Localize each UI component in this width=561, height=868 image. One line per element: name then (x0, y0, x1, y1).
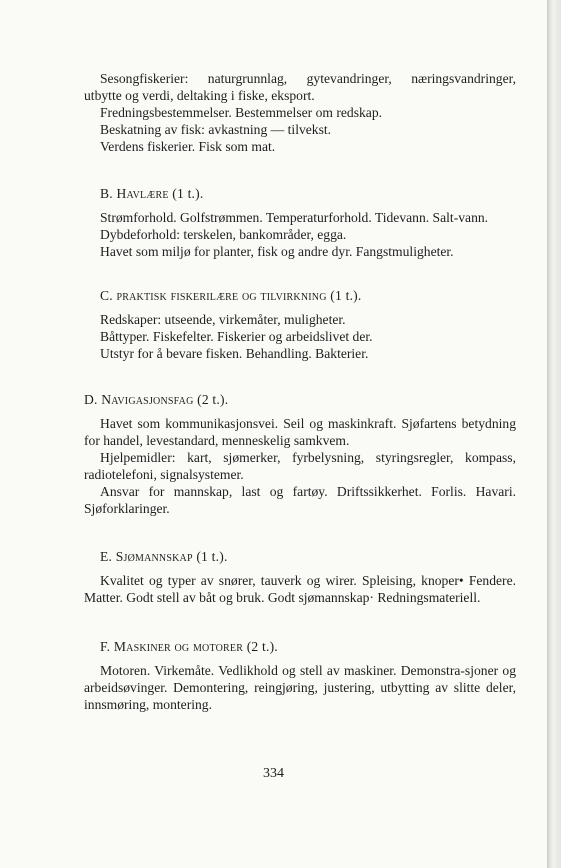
section-d-title: Navigasjonsfag (101, 392, 194, 407)
section-b-letter: B. (100, 186, 113, 201)
section-c (84, 287, 516, 362)
section-c-para-3: Utstyr for å bevare fisken. Behandling. Bakterier. (100, 346, 369, 361)
section-b-heading (84, 185, 516, 202)
section-c-title: praktisk fiskerilære og tilvirkning (116, 288, 327, 303)
intro-line-4: Beskatning av fisk: avkastning — tilvekst. (100, 122, 332, 137)
section-e-letter: E. (100, 549, 113, 564)
section-e-hours: (1 t.). (196, 549, 228, 564)
intro-block (84, 70, 516, 155)
section-c-heading (84, 287, 516, 304)
section-e-title: Sjømannskap (115, 549, 193, 564)
page-content (84, 70, 516, 713)
section-d-para-3: Ansvar for mannskap, last og fartøy. Driftssikkerhet. Forlis. Havari. Sjøforklaringer. (84, 484, 516, 516)
section-c-letter: C. (100, 288, 113, 303)
intro-line-3: Fredningsbestemmelser. Bestemmelser om redskap. (100, 105, 383, 120)
section-d (84, 391, 516, 517)
page-edge (548, 0, 561, 868)
section-c-para-2: Båttyper. Fiskefelter. Fiskerier og arbeidslivet der. (100, 329, 373, 344)
section-c-hours: (1 t.). (330, 288, 362, 303)
section-b-para-2: Dybdeforhold: terskelen, bankområder, egga. (100, 227, 347, 242)
intro-line-2: utbytte og verdi, deltaking i fiske, eksport. (84, 88, 315, 103)
section-f-para-1: Motoren. Virkemåte. Vedlikhold og stell av maskiner. Demonstra-sjoner og arbeidsøvinger. Demontering, reingjøring, justering, utbytting av slitte deler, innsmøring, montering. (84, 663, 516, 712)
section-b (84, 185, 516, 260)
section-d-letter: D. (84, 392, 98, 407)
page-number: 334 (263, 766, 284, 781)
section-d-para-2: Hjelpemidler: kart, sjømerker, fyrbelysning, styringsregler, kompass, radiotelefoni, signalsystemer. (84, 450, 516, 482)
section-b-hours: (1 t.). (172, 186, 204, 201)
section-f-hours: (2 t.). (246, 639, 278, 654)
section-f-title: Maskiner og motorer (113, 639, 244, 654)
section-e-heading (84, 548, 516, 565)
intro-line-1: Sesongfiskerier: naturgrunnlag, gytevandringer, næringsvandringer, (100, 71, 516, 86)
section-f-letter: F. (100, 639, 111, 654)
intro-line-5: Verdens fiskerier. Fisk som mat. (100, 139, 276, 154)
section-b-title: Havlære (116, 186, 169, 201)
section-d-heading (84, 391, 516, 408)
section-d-para-1: Havet som kommunikasjonsvei. Seil og maskinkraft. Sjøfartens betydning for handel, levestandard, menneskelig samkvem. (84, 416, 516, 448)
section-b-para-1: Strømforhold. Golfstrømmen. Temperaturforhold. Tidevann. Salt-vann. (100, 210, 489, 225)
section-c-para-1: Redskaper: utseende, virkemåter, muligheter. (100, 312, 346, 327)
section-b-para-3: Havet som miljø for planter, fisk og andre dyr. Fangstmuligheter. (100, 244, 454, 259)
section-f (84, 638, 516, 713)
section-d-hours: (2 t.). (197, 392, 229, 407)
section-f-heading (84, 638, 516, 655)
section-e-para-1: Kvalitet og typer av snører, tauverk og wirer. Spleising, knoper• Fendere. Matter. Godt stell av båt og bruk. Godt sjømannskap· Redningsmateriell. (84, 573, 516, 605)
section-e (84, 548, 516, 606)
